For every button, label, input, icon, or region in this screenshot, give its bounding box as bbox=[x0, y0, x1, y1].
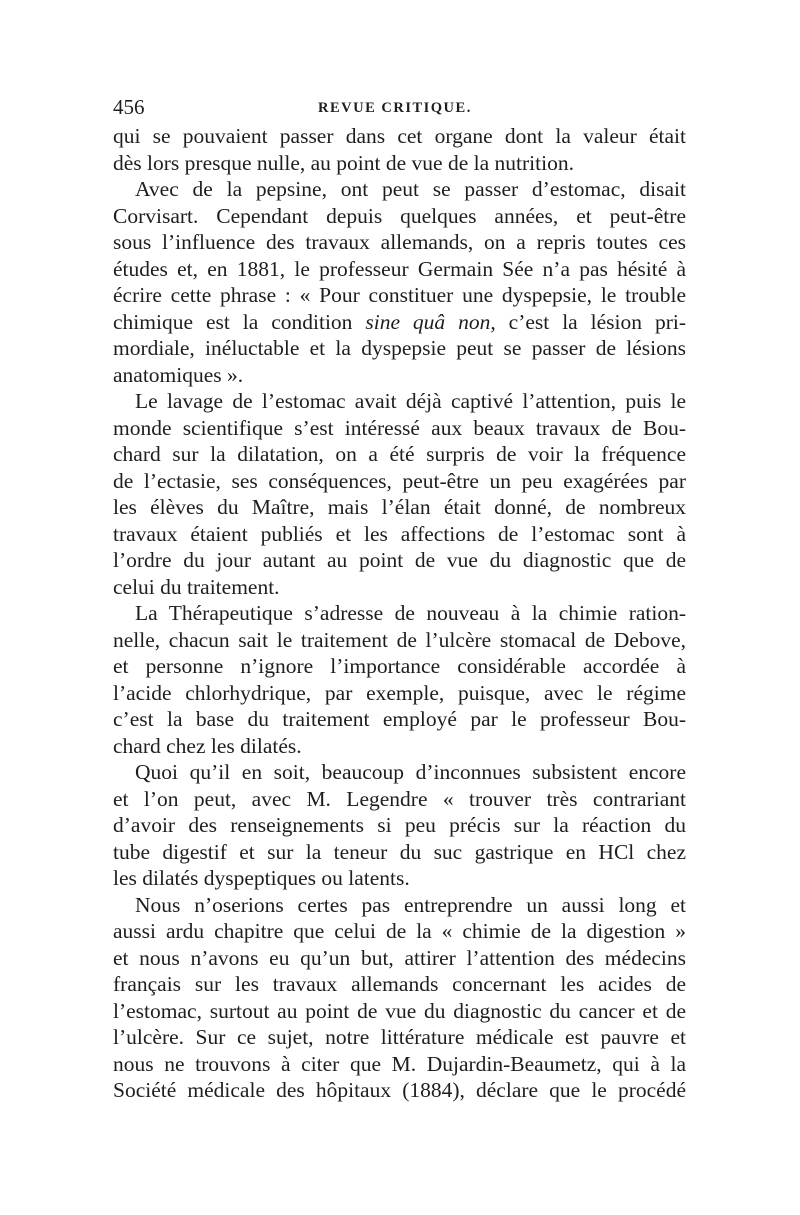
text-line: La Thérapeutique s’adresse de nouveau à la chimie ration- bbox=[135, 601, 686, 625]
body-text bbox=[113, 123, 686, 1104]
text-line: études et, en 1881, le professeur Germain Sée n’a pas hésité à bbox=[113, 256, 686, 281]
text-line: et l’on peut, avec M. Legendre « trouver très contrariant bbox=[113, 786, 686, 811]
text-line: les élèves du Maître, mais l’élan était donné, de nombreux bbox=[113, 495, 686, 519]
text-line-with-italic bbox=[113, 309, 686, 336]
text-line: Société médicale des hôpitaux (1884), déclare que le procédé bbox=[113, 1078, 686, 1102]
text-line: français sur les travaux allemands concernant les acides de bbox=[113, 972, 686, 996]
text-line: qui se pouvaient passer dans cet organe dont la valeur était bbox=[113, 124, 686, 148]
text-line: Quoi qu’il en soit, beaucoup d’inconnues subsistent encore bbox=[135, 760, 686, 784]
text-line: Le lavage de l’estomac avait déjà captivé l’attention, puis le bbox=[135, 389, 686, 413]
text-line: aussi ardu chapitre que celui de la « chimie de la digestion » bbox=[113, 919, 686, 943]
text-line: celui du traitement. bbox=[113, 574, 280, 599]
text-line: sous l’influence des travaux allemands, on a repris toutes ces bbox=[113, 230, 686, 254]
italic-latin-phrase: sine quâ non bbox=[365, 309, 491, 334]
text-line: l’estomac, surtout au point de vue du diagnostic du cancer et de bbox=[113, 998, 686, 1023]
text-line: écrire cette phrase : « Pour constituer une dyspepsie, le trouble bbox=[113, 283, 686, 307]
text-line: nelle, chacun sait le traitement de l’ulcère stomacal de Debove, bbox=[113, 627, 686, 652]
text-line: l’ulcère. Sur ce sujet, notre littérature médicale est pauvre et bbox=[113, 1025, 686, 1049]
text-line: l’ordre du jour autant au point de vue du diagnostic que de bbox=[113, 548, 686, 572]
text-line: mordiale, inéluctable et la dyspepsie peut se passer de lésions bbox=[113, 336, 686, 360]
text-line: monde scientifique s’est intéressé aux beaux travaux de Bou- bbox=[113, 415, 686, 440]
text-line: et nous n’avons eu qu’un but, attirer l’attention des médecins bbox=[113, 945, 686, 970]
text-line: Nous n’oserions certes pas entreprendre un aussi long et bbox=[135, 892, 686, 917]
text-line: tube digestif et sur la teneur du suc gastrique en HCl chez bbox=[113, 839, 686, 864]
text-line: Avec de la pepsine, ont peut se passer d’estomac, disait bbox=[135, 177, 686, 201]
text-line: c’est la base du traitement employé par le professeur Bou- bbox=[113, 707, 686, 731]
running-title: REVUE CRITIQUE. bbox=[318, 100, 472, 116]
text-line: chard chez les dilatés. bbox=[113, 733, 302, 758]
text-line: anatomiques ». bbox=[113, 362, 244, 387]
text-line: d’avoir des renseignements si peu précis sur la réaction du bbox=[113, 813, 686, 837]
text-line: les dilatés dyspeptiques ou latents. bbox=[113, 866, 410, 890]
text-line: et personne n’ignore l’importance considérable accordée à bbox=[113, 654, 686, 678]
text-segment: chimique est la condition bbox=[113, 309, 366, 334]
page-number: 456 bbox=[113, 95, 145, 119]
text-line: Corvisart. Cependant depuis quelques années, et peut-être bbox=[113, 203, 686, 228]
text-line: l’acide chlorhydrique, par exemple, puisque, avec le régime bbox=[113, 680, 686, 705]
running-head bbox=[113, 95, 686, 123]
text-segment: , c’est la lésion pri- bbox=[490, 309, 686, 334]
text-line: de l’ectasie, ses conséquences, peut-être un peu exagérées par bbox=[113, 468, 686, 493]
text-line: nous ne trouvons à citer que M. Dujardin-Beaumetz, qui à la bbox=[113, 1051, 686, 1076]
text-line: chard sur la dilatation, on a été surpris de voir la fréquence bbox=[113, 442, 686, 466]
text-line: dès lors presque nulle, au point de vue de la nutrition. bbox=[113, 150, 574, 175]
text-line: travaux étaient publiés et les affections de l’estomac sont à bbox=[113, 521, 686, 546]
document-page bbox=[113, 95, 686, 1104]
